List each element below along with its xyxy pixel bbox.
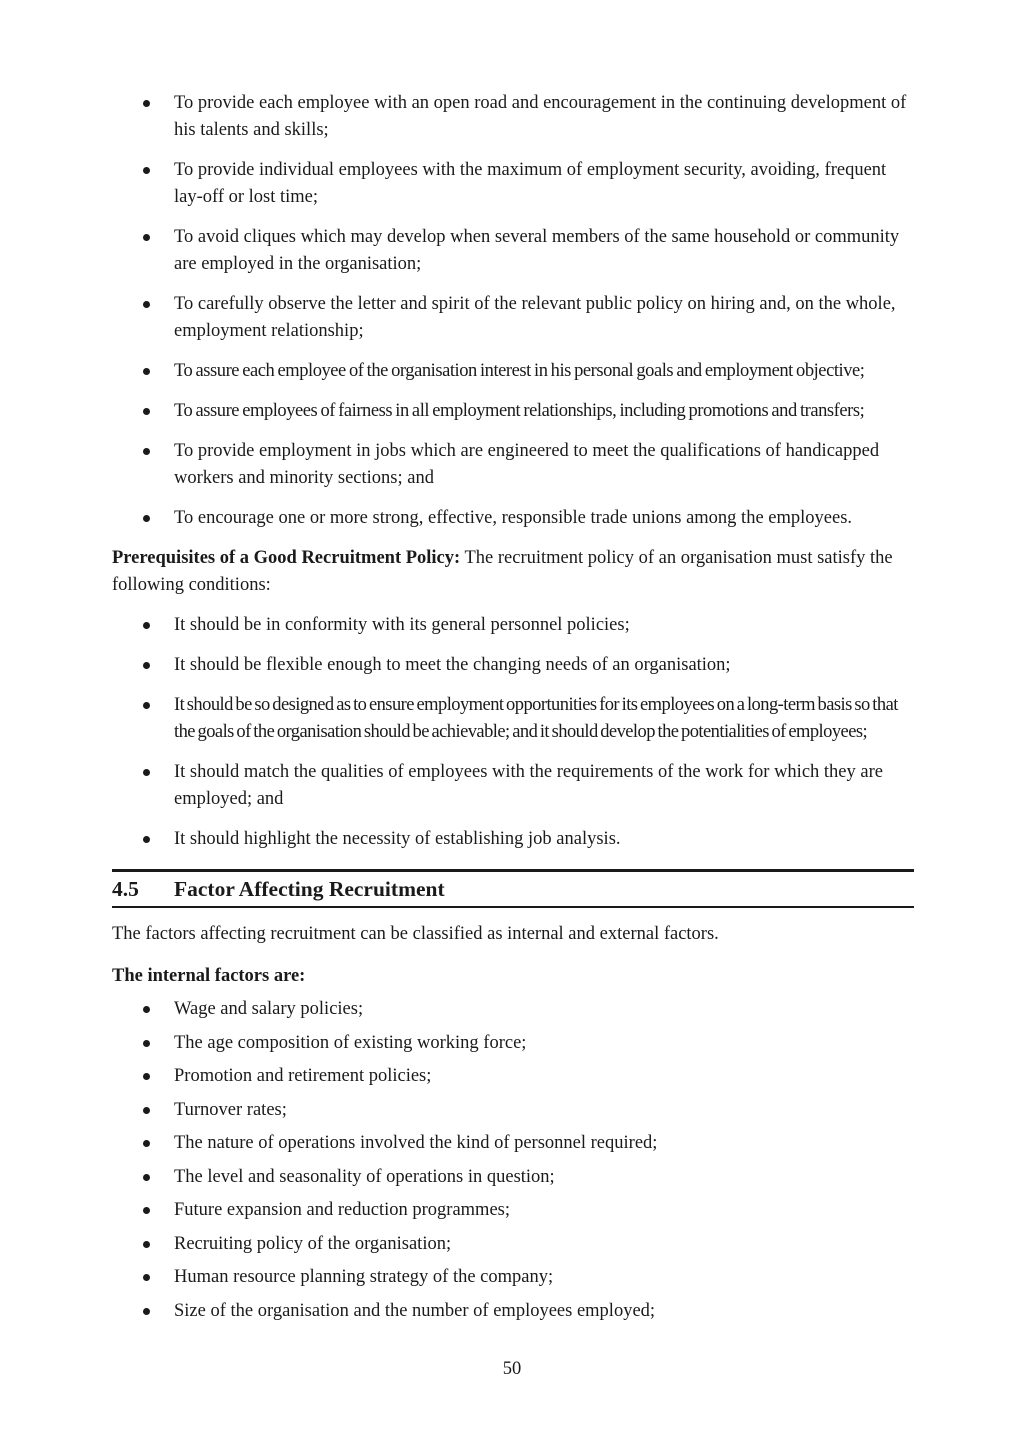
list-item-text: To provide each employee with an open road and encouragement in the continuing development of his talents and skills; — [174, 93, 907, 140]
section-intro: The factors affecting recruitment can be classified as internal and external factors. — [112, 924, 719, 944]
list-item-text: It should be flexible enough to meet the changing needs of an organisation; — [174, 655, 731, 675]
list-item — [112, 1130, 914, 1157]
list-item — [112, 291, 914, 345]
page-number: 50 — [502, 1359, 522, 1379]
section-title: Factor Affecting Recruitment — [174, 877, 445, 901]
list-item — [112, 1030, 914, 1057]
list-item-text: Size of the organisation and the number of employees employed; — [174, 1300, 656, 1321]
list-item — [112, 438, 914, 492]
prerequisites-heading: Prerequisites of a Good Recruitment Policy: — [112, 548, 461, 568]
list-item-text: Recruiting policy of the organisation; — [174, 1233, 452, 1254]
bullet-icon — [143, 1174, 150, 1181]
internal-factors-heading: The internal factors are: — [112, 966, 306, 986]
bullet-icon — [143, 1073, 150, 1080]
bullet-icon — [143, 1241, 150, 1248]
bullet-icon — [143, 1107, 150, 1114]
bullet-icon — [143, 100, 150, 107]
list-item — [112, 612, 914, 639]
section-heading — [112, 869, 914, 908]
list-item — [112, 826, 914, 853]
bullet-icon — [143, 448, 150, 455]
bullet-icon — [143, 1207, 150, 1214]
list-item-text: To encourage one or more strong, effective, responsible trade unions among the employees. — [174, 508, 853, 528]
list-item — [112, 1197, 914, 1224]
bullet-icon — [143, 368, 150, 375]
list-item-text: The level and seasonality of operations in question; — [174, 1166, 555, 1187]
list-item-text: Future expansion and reduction programmes; — [174, 1200, 510, 1220]
objectives-list — [112, 90, 914, 532]
list-item — [112, 1231, 914, 1258]
list-item — [112, 1097, 914, 1124]
bullet-icon — [143, 167, 150, 174]
list-item-text: The age composition of existing working force; — [174, 1032, 527, 1053]
prerequisites-text: The recruitment policy of an organisation must satisfy the following conditions: — [112, 548, 893, 595]
list-item-text: To carefully observe the letter and spirit of the relevant public policy on hiring and, on the whole, employment relationship; — [174, 294, 896, 341]
list-item — [112, 505, 914, 532]
list-item-text: To avoid cliques which may develop when several members of the same household or community are employed in the organisation; — [174, 227, 900, 274]
list-item — [112, 90, 914, 144]
bullet-icon — [143, 1006, 150, 1013]
list-item-text: To assure each employee of the organisation interest in his personal goals and employment objective; — [174, 361, 865, 381]
list-item — [112, 358, 914, 385]
list-item-text: Turnover rates; — [174, 1099, 287, 1120]
bullet-icon — [143, 769, 150, 776]
list-item — [112, 692, 914, 746]
list-item-text: To provide employment in jobs which are engineered to meet the qualifications of handicapped workers and minority sections; and — [174, 441, 880, 488]
list-item-text: The nature of operations involved the kind of personnel required; — [174, 1133, 658, 1153]
list-item-text: Human resource planning strategy of the company; — [174, 1267, 554, 1287]
list-item — [112, 652, 914, 679]
list-item — [112, 1164, 914, 1191]
list-item — [112, 759, 914, 813]
list-item — [112, 996, 914, 1023]
list-item-text: Promotion and retirement policies; — [174, 1066, 432, 1086]
bullet-icon — [143, 702, 150, 709]
list-item — [112, 1264, 914, 1291]
list-item-text: To provide individual employees with the maximum of employment security, avoiding, frequent lay-off or lost time; — [174, 160, 887, 207]
bullet-icon — [143, 301, 150, 308]
bullet-icon — [143, 408, 150, 415]
section-number: 4.5 — [112, 877, 139, 901]
bullet-icon — [143, 622, 150, 629]
bullet-icon — [143, 1308, 150, 1315]
list-item-text: It should match the qualities of employees with the requirements of the work for which they are employed; and — [174, 762, 883, 809]
list-item — [112, 224, 914, 278]
page-content — [112, 90, 914, 1331]
list-item — [112, 157, 914, 211]
list-item — [112, 1298, 914, 1325]
list-item-text: It should highlight the necessity of establishing job analysis. — [174, 829, 621, 849]
prerequisites-paragraph — [112, 545, 914, 599]
list-item — [112, 398, 914, 425]
list-item-text: To assure employees of fairness in all employment relationships, including promotions and transfers; — [174, 401, 865, 421]
list-item — [112, 1063, 914, 1090]
bullet-icon — [143, 1040, 150, 1047]
list-item-text: Wage and salary policies; — [174, 999, 364, 1019]
list-item-text: It should be in conformity with its general personnel policies; — [174, 615, 630, 635]
bullet-icon — [143, 1140, 150, 1147]
prerequisites-list — [112, 612, 914, 853]
bullet-icon — [143, 1274, 150, 1281]
bullet-icon — [143, 836, 150, 843]
internal-factors-list — [112, 996, 914, 1325]
list-item-text: It should be so designed as to ensure employment opportunities for its employees on a long-term basis so that the goals of the organisation should be achievable; and it should develop the potentialities of employees; — [174, 695, 898, 742]
bullet-icon — [143, 234, 150, 241]
bullet-icon — [143, 662, 150, 669]
bullet-icon — [143, 515, 150, 522]
